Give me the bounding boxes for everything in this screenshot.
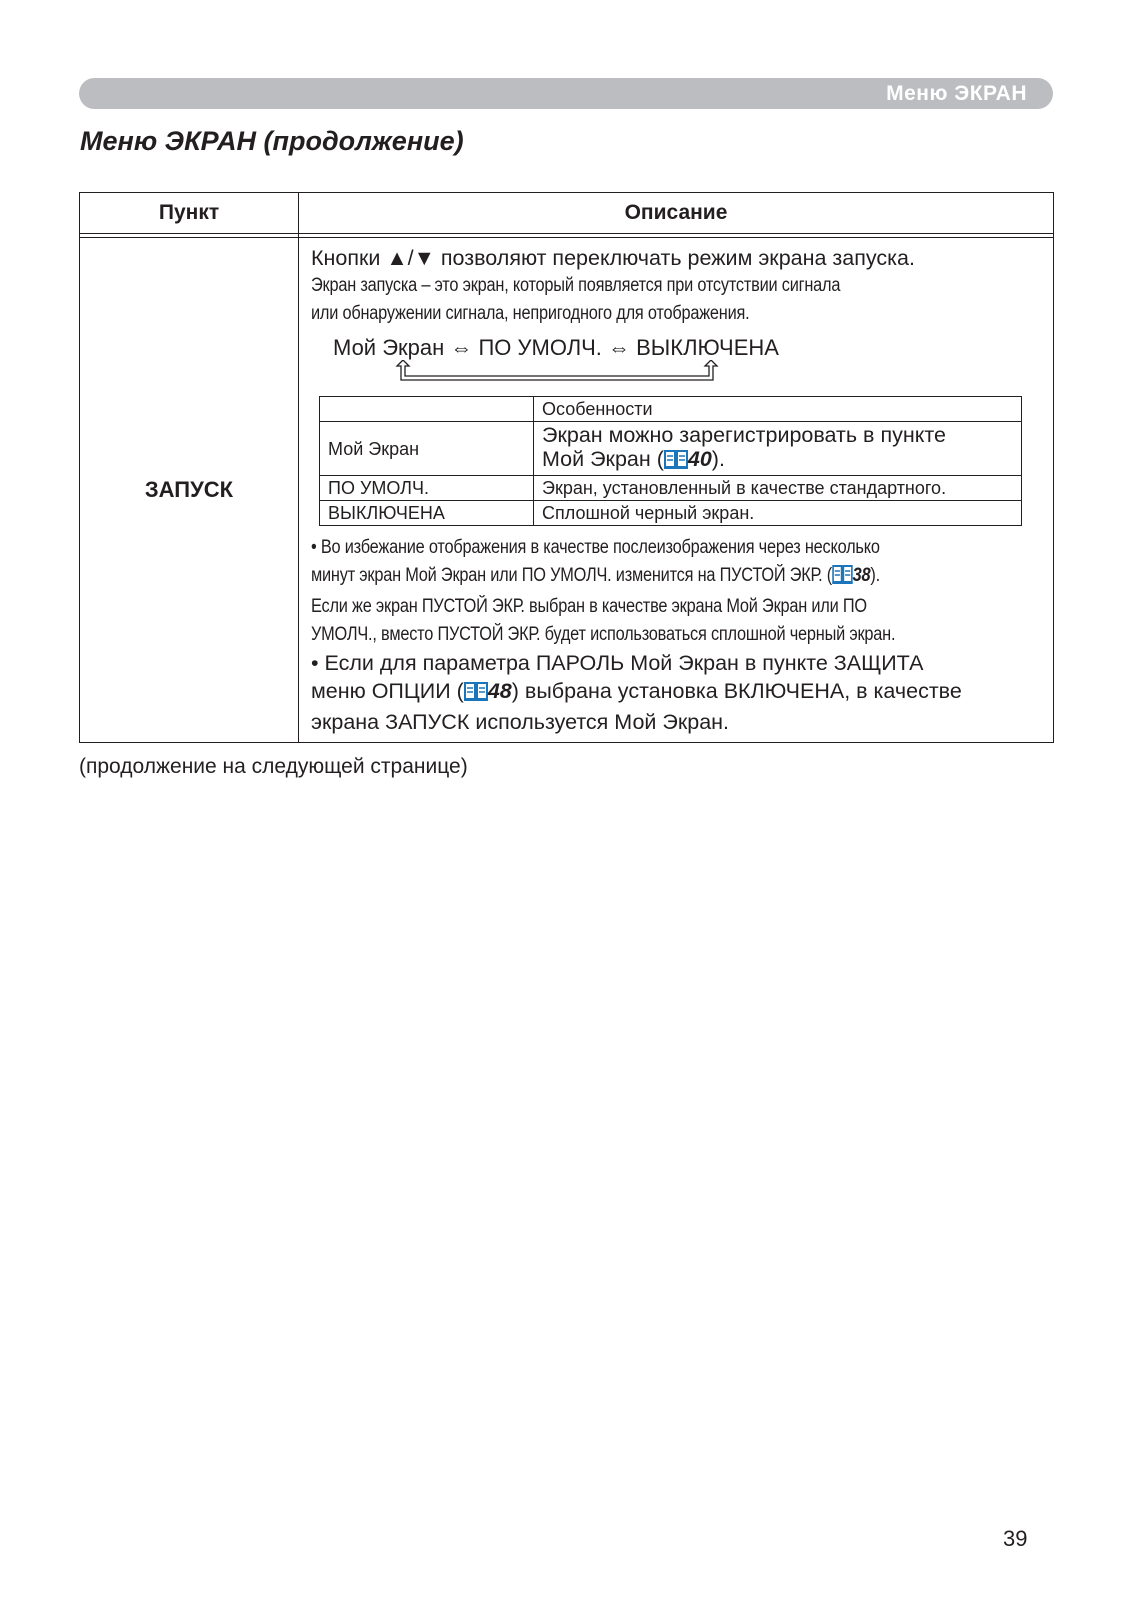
book-reference-icon <box>464 680 488 708</box>
note-password <box>311 649 1043 736</box>
book-reference-icon <box>832 564 853 593</box>
options-header-features: Особенности <box>534 397 1022 422</box>
note-line: • Если для параметра ПАРОЛЬ Мой Экран в пункте ЗАЩИТА <box>311 651 924 675</box>
menu-table <box>79 192 1054 743</box>
page-reference[interactable]: 48 <box>487 679 512 703</box>
item-name: ЗАПУСК <box>80 238 299 743</box>
options-header-empty <box>320 397 534 422</box>
description-line: Кнопки ▲/▼ позволяют переключать режим экрана запуска. <box>311 246 915 270</box>
note-line: • Во избежание отображения в качестве послеизображения через несколько <box>311 537 880 558</box>
mode-cycle <box>311 334 1043 386</box>
book-reference-icon <box>664 449 688 474</box>
section-header-bar <box>79 78 1053 109</box>
page-reference[interactable]: 38 <box>852 565 871 586</box>
note-line: минут экран Мой Экран или ПО УМОЛЧ. изменится на ПУСТОЙ ЭКР. ( 38). <box>311 562 880 593</box>
page-reference[interactable]: 40 <box>687 447 712 471</box>
mode-cycle-text: Мой Экран ⇔ ПО УМОЛЧ. ⇔ ВЫКЛЮЧЕНА <box>333 335 779 360</box>
description-line: Экран запуска – это экран, который появляется при отсутствии сигнала <box>311 275 841 296</box>
description-cell <box>299 238 1054 743</box>
note-afterimage <box>311 534 1043 649</box>
option-description: Экран, установленный в качестве стандартного. <box>534 476 1022 501</box>
option-description: Сплошной черный экран. <box>534 501 1022 526</box>
note-line: меню ОПЦИИ ( 48) выбрана установка ВКЛЮЧЕНА, в качестве <box>311 677 1043 708</box>
column-header-item: Пункт <box>80 193 299 234</box>
option-description-text: ). <box>711 447 725 471</box>
option-name: ПО УМОЛЧ. <box>320 476 534 501</box>
options-table <box>319 396 1022 526</box>
continued-note: (продолжение на следующей странице) <box>79 755 468 778</box>
table-row <box>80 238 1054 743</box>
return-arrow-icon <box>391 360 731 384</box>
table-row <box>320 501 1022 526</box>
table-row <box>320 422 1022 476</box>
option-description-text: Экран можно зарегистрировать в пункте <box>542 423 946 447</box>
option-description-text: Мой Экран ( <box>542 447 664 471</box>
section-header-label: Меню ЭКРАН <box>886 82 1027 105</box>
table-header-row <box>80 193 1054 234</box>
note-line: УМОЛЧ., вместо ПУСТОЙ ЭКР. будет использоваться сплошной черный экран. <box>311 624 896 645</box>
table-row <box>320 476 1022 501</box>
option-name: Мой Экран <box>320 422 534 476</box>
note-line: Если же экран ПУСТОЙ ЭКР. выбран в качестве экрана Мой Экран или ПО <box>311 596 867 617</box>
description-line: или обнаружении сигнала, непригодного для отображения. <box>311 303 750 324</box>
page-title: Меню ЭКРАН (продолжение) <box>80 126 464 156</box>
column-header-description: Описание <box>299 193 1054 234</box>
option-name: ВЫКЛЮЧЕНА <box>320 501 534 526</box>
option-description <box>534 422 1022 476</box>
note-line: экрана ЗАПУСК используется Мой Экран. <box>311 710 730 734</box>
page-number: 39 <box>1003 1526 1028 1551</box>
